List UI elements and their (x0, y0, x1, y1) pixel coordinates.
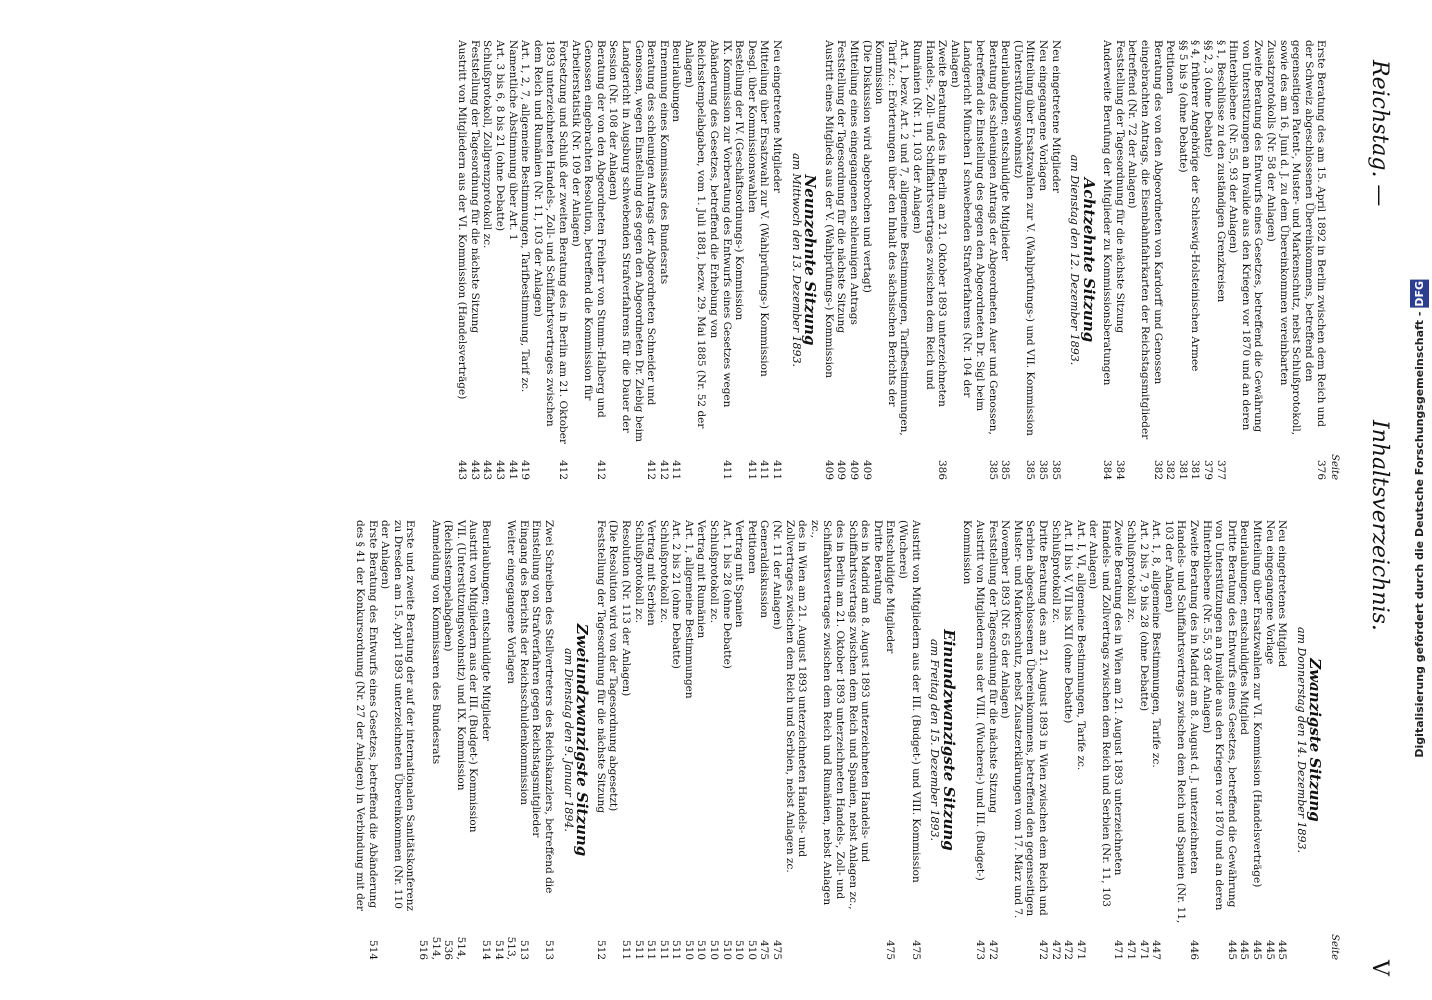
toc-entry (506, 40, 519, 480)
toc-entry-page: 386 (936, 459, 949, 480)
toc-entry (1049, 520, 1062, 960)
toc-entry-text: §§ 5 bis 9 (ohne Debatte) (1176, 40, 1189, 173)
toc-entry-page: 412 (657, 459, 670, 480)
toc-entry (569, 40, 607, 480)
right-sessions (353, 520, 1325, 960)
toc-entry (695, 520, 708, 960)
toc-entry-text: Mitteilung über Ersatzwahlen zur VI. Kommission (Handelsverträge) (1251, 520, 1264, 888)
toc-entry (961, 520, 986, 960)
toc-entry-text: Erste Beratung des Entwurfs eines Gesetzes, betreffend die Abänderung des § 41 der Konkursordnung (Nr. 27 der Anlagen) in Verbindung mit der (354, 520, 379, 912)
left-intro-entries (1101, 40, 1328, 480)
toc-entry (884, 520, 897, 960)
toc-entry-text: Art. 2 bis 7, 9 bis 28 (ohne Debatte) (1137, 520, 1150, 712)
toc-entry (1263, 520, 1276, 960)
toc-entry-text: Beurlaubungen; entschuldigte Mitglieder (480, 520, 492, 741)
toc-entry-text: Ernennung eines Kommissars des Bundesrats (657, 40, 670, 285)
toc-entry (986, 520, 999, 960)
toc-entry-text: Vertrag mit Serbien (645, 520, 658, 626)
toc-entry (873, 40, 911, 480)
toc-entry-page: 471 (1074, 939, 1087, 960)
toc-entry (1049, 40, 1062, 480)
toc-entry-page: 445 (1276, 939, 1289, 960)
toc-entry-page: 379 (1202, 459, 1215, 480)
session-date: am Donnerstag den 14. Dezember 1893. (1294, 626, 1308, 853)
toc-entry-page: 441 (506, 459, 519, 480)
toc-entry (670, 40, 683, 480)
toc-entry-text: Anmeldung von Kommissaren des Bundesrats (429, 520, 442, 765)
toc-entry-page: 510 (682, 939, 695, 960)
toc-entry-text: Mitteilung über Ersatzwahl zur V. (Wahlprüfungs-) Kommission (758, 40, 771, 377)
toc-entry-page: 385 (986, 459, 999, 480)
toc-entry-text: Vertrag mit Rumänien (695, 520, 708, 639)
toc-entry-page: 381 (1189, 459, 1202, 480)
toc-entry-page: 409 (822, 459, 835, 480)
toc-entry-text: Art. 1 bis 28 (ohne Debatte) (720, 520, 733, 669)
toc-entry-text: des in Madrid am 8. August 1893 unterzeichneten Handels- und Schiffahrtsvertrags zwischen dem Reich und Spanien, nebst Anlagen zc., (846, 520, 872, 910)
toc-entry (1126, 40, 1164, 480)
toc-entry (1176, 40, 1189, 480)
toc-entry-text: Austritt von Mitgliedern aus der VIII. (Wucherei-) und III. (Budget-) Kommission (961, 520, 986, 881)
toc-entry (948, 40, 998, 480)
toc-entry (657, 40, 670, 480)
toc-entry-text: Dritte Beratung (871, 520, 884, 605)
toc-entry-page (873, 450, 911, 480)
toc-entry-page: 510 (708, 939, 721, 960)
toc-entry-text: Austritt von Mitgliedern aus der III. (Budget-) und VIII. Kommission (Wucherei) (897, 520, 922, 883)
toc-entry-text: Art. II bis V, VII bis XII (ohne Debatte) (1062, 520, 1075, 724)
toc-entry-text: Beurlaubungen; entschuldigtes Mitglied (1238, 520, 1251, 735)
toc-entry-page: 512 (594, 939, 607, 960)
toc-entry (492, 520, 517, 960)
toc-entry-page (607, 930, 620, 960)
toc-entry (1137, 520, 1150, 960)
toc-entry-text: Feststellung der Tagesordnung für die nächste Sitzung (986, 520, 999, 814)
toc-entry-text: Schlußprotokoll zc. (632, 520, 645, 624)
session-date: am Freitag den 15. Dezember 1893. (928, 639, 942, 841)
toc-entry (1250, 520, 1263, 960)
toc-entry (871, 520, 884, 960)
toc-entry-text: Dritte Beratung des Entwurfs eines Gesetzes, betreffend die Gewährung von Unterstützungen an Invalide aus den Kriegen vor 1870 und an deren Hinterbliebene (Nr. 55, 93 der Anlagen) (1200, 520, 1238, 911)
toc-entry (745, 40, 758, 480)
toc-entry-page: 471 (1112, 939, 1125, 960)
toc-entry-page: 381 (1176, 459, 1189, 480)
toc-entry (808, 520, 846, 960)
toc-entry-text: Desgl. über Kommissionswahlen (745, 40, 758, 213)
toc-entry-page: 472 (1036, 939, 1049, 960)
toc-entry-text: Bestellung der IV. (Geschäftsordnungs-) Kommission (733, 40, 746, 321)
toc-entry-page: 443 (456, 459, 469, 480)
toc-entry-page (379, 930, 417, 960)
toc-entry-text: Zweite Beratung des in Berlin am 21. Oktober 1893 unterzeichneten Handels-, Zoll- und Schiffahrtsvertrages zwischen dem Reich und Rumänien (Nr. 11, 103 der Anlagen) (911, 40, 949, 407)
toc-entry (1036, 40, 1049, 480)
toc-entry-page: 446 (1188, 939, 1201, 960)
toc-entry-page: 412 (556, 459, 569, 480)
toc-entry (770, 520, 783, 960)
toc-entry-page: 471 (1137, 939, 1150, 960)
toc-entry-text: Neu eingetretene Mitglieder (771, 40, 784, 193)
toc-entry-text: Fortsetzung und Schluß der zweiten Beratung des in Berlin am 21. Oktober 1893 unterzeichneten Handels-, Zoll- und Schiffahrtsvertrages zwischen dem Reich und Rumänien (Nr. 11, 103 der Anlagen) (531, 40, 569, 444)
toc-entry-page: 510 (720, 939, 733, 960)
toc-entry-page: 513 (542, 939, 555, 960)
toc-entry-page: 510 (733, 939, 746, 960)
toc-entry-text: Zweite Beratung des in Wien am 21. August 1893 unterzeichneten Handels- und Zollvertrags zwischen dem Reich und Serbien (Nr. 11, 103 der Anlagen) (1087, 520, 1125, 907)
toc-entry-page (733, 450, 746, 480)
toc-entry (1125, 520, 1138, 960)
toc-entry-page: 475 (884, 939, 897, 960)
toc-entry (1101, 40, 1114, 480)
toc-entry-text: Petitionen (1164, 40, 1177, 95)
toc-entry-text: (Die Diskussion wird abgebrochen und vertagt) (860, 40, 873, 293)
toc-entry-page: 475 (758, 939, 771, 960)
toc-entry-text: Eingang des Berichts der Reichsschuldenkommission (517, 520, 530, 805)
toc-entry-text: (Die Resolution wird von der Tagesordnung abgesetzt) (607, 520, 620, 812)
session-entries (353, 520, 555, 960)
toc-entry-page (871, 930, 884, 960)
session-title: Achtzehnte Sitzung (1079, 177, 1098, 343)
toc-entry (758, 520, 771, 960)
toc-entry (632, 520, 645, 960)
toc-entry-text: Namentliche Abstimmung über Art. 1 (506, 40, 519, 241)
toc-entry-page: 377 (1214, 459, 1227, 480)
toc-entry-text: Art. 1, allgemeine Bestimmungen (682, 520, 695, 699)
toc-entry-text: § 4, früherer Angehörige der Schleswig-Holsteinischen Armee (1189, 40, 1202, 372)
toc-entry-page: 471 (1125, 939, 1138, 960)
toc-entry-text: Feststellung der Tagesordnung für die nächste Sitzung (1113, 40, 1126, 334)
column-label: Seite (1329, 454, 1340, 480)
toc-entry-text: Vertrag mit Spanien (733, 520, 746, 628)
session-entries (594, 520, 921, 960)
toc-entry (519, 40, 532, 480)
right-column (353, 520, 1340, 960)
toc-entry-text: Beratung des von den Abgeordneten von Kardorff und Genossen eingebrachten Antrags, die Eisenbahnfahrkarten der Reichstagsmitglieder betreffend (Nr. 72 der Anlagen) (1126, 40, 1164, 440)
running-head-right: V (1367, 960, 1392, 976)
toc-entry-page: 511 (619, 939, 632, 960)
toc-entry-page: 411 (670, 459, 683, 480)
toc-entry-text: Weiter eingegangene Vorlagen (505, 520, 518, 684)
toc-entry (847, 40, 860, 480)
toc-entry (708, 520, 721, 960)
toc-entry-text: Art. 1, 8, allgemeine Bestimmungen, Tarife zc. (1150, 520, 1163, 768)
toc-entry (530, 520, 555, 960)
toc-entry (720, 520, 733, 960)
toc-entry-text: Beratung des schleunigen Antrags der Abgeordneten Schneider und Genossen, wegen Einstellung des gegen den Abgeordneten Dr. Ziebig beim Landgericht in Augsburg schwebenden Strafverfahrens für die Dauer der Session (Nr. 108 der Anlagen) (607, 40, 658, 442)
toc-entry (896, 520, 921, 960)
toc-entry (1062, 520, 1075, 960)
toc-entry-text: Schlußprotokoll zc. (708, 520, 721, 624)
toc-entry-page: 419 (519, 459, 532, 480)
left-sessions (456, 40, 1098, 480)
toc-entry-page: 445 (1238, 939, 1251, 960)
dfg-badge: DFG (1410, 280, 1429, 308)
session-date: am Dienstag den 12. Dezember 1893. (1068, 154, 1082, 366)
toc-entry-page (1227, 450, 1265, 480)
toc-entry (682, 520, 695, 960)
toc-entry (479, 520, 492, 960)
toc-entry-text: Austritt von Mitgliedern aus der VI. Kommission (Handelsverträge) (456, 40, 469, 400)
toc-entry (442, 520, 467, 960)
toc-entry-page: 447 (1150, 939, 1163, 960)
toc-entry-page: 475 (909, 939, 922, 960)
toc-entry-text: Schlußprotokoll, Zollgrenzprotokoll zc. (481, 40, 494, 249)
toc-entry (645, 520, 658, 960)
toc-entry (1227, 40, 1265, 480)
toc-entry-text: Art. I, VI, allgemeine Bestimmungen, Tarife zc. (1074, 520, 1087, 771)
toc-entry-page: 385 (1024, 459, 1037, 480)
toc-entry-page: 510 (745, 939, 758, 960)
toc-entry (456, 40, 469, 480)
toc-entry (594, 520, 607, 960)
toc-entry-page: 472 (1049, 939, 1062, 960)
toc-entry-page: 409 (860, 459, 873, 480)
toc-entry-page (467, 930, 480, 960)
toc-entry (1200, 520, 1238, 960)
toc-entry-page: 443 (481, 459, 494, 480)
toc-entry-page: 511 (657, 939, 670, 960)
running-head-left: Reichstag. — (1367, 60, 1392, 207)
toc-entry-text: IX. Kommission zur Vorberatung des Entwurfs eines Gesetzes wegen Abänderung des Gesetzes, betreffend die Erhebung von Reichsstempelabgaben, vom 1. Juli 1881, bezw. 29. Mai 1885 (Nr. 52 der Anlagen) (682, 40, 733, 429)
toc-entry (999, 520, 1049, 960)
toc-entry (607, 40, 657, 480)
toc-entry (353, 520, 378, 960)
toc-entry-text: Zwei Schreiben des Stellvertreters des Reichskanzlers, betreffend die Einstellung von Strafverfahren gegen Reichstagsmitglieder (530, 520, 555, 894)
column-label-row-right (1327, 520, 1340, 960)
running-head (1352, 0, 1392, 1000)
toc-entry (733, 520, 746, 960)
session-entries (961, 520, 1288, 960)
toc-entry-text: Beratung der von den Abgeordneten Freiherr von Stumm-Halberg und Genossen eingebrachten Resolution, betreffend die Kommission für Arbeiterstatistik (Nr. 109 der Anlagen) (569, 40, 607, 418)
toc-entry-page: 510 (695, 939, 708, 960)
toc-entry-text: Entschuldigte Mitglieder (884, 520, 897, 654)
toc-entry-text: Petitionen (745, 520, 758, 575)
toc-entry (493, 40, 506, 480)
toc-entry-text: Feststellung der Tagesordnung für die nächste Sitzung (594, 520, 607, 814)
toc-entry (468, 40, 481, 480)
toc-entry-page: 384 (1113, 459, 1126, 480)
toc-entry-page: 445 (1225, 939, 1238, 960)
toc-entry-page: 443 (468, 459, 481, 480)
toc-entry-text: Art. 1, 2, 7, allgemeine Bestimmungen, Tarifbestimmung, Tarif zc. (519, 40, 532, 393)
toc-entry (657, 520, 670, 960)
toc-entry-text: Schlußprotokoll zc. (1125, 520, 1138, 624)
toc-entry-page (783, 930, 808, 960)
toc-entry-page: 409 (848, 459, 861, 480)
toc-entry-page: 376 (1315, 459, 1328, 480)
toc-entry-text: Schlußprotokoll zc. (657, 520, 670, 624)
toc-entry (481, 40, 494, 480)
toc-entry-text: Mitteilung eines eingegangenen schleunigen Antrags (848, 40, 861, 325)
toc-entry-page: 511 (632, 939, 645, 960)
toc-entry-page: 511 (645, 939, 658, 960)
toc-entry-page: 473 (973, 939, 986, 960)
toc-entry-page: 385 (999, 459, 1012, 480)
toc-entry-text: (Nr. 11 der Anlagen) (771, 520, 784, 630)
toc-entry-text: Art. 2 bis 21 (ohne Debatte) (670, 520, 683, 669)
toc-entry (1087, 520, 1125, 960)
toc-entry-text: Beratung des schleunigen Antrags der Abgeordneten Auer und Genossen, betreffend die Einstellung des gegen den Abgeordneten Dr. Sigl beim Landgericht München I schwebenden Strafverfahrens (Nr. 104 der Anlagen) (948, 40, 999, 435)
toc-entry-page: 511 (670, 939, 683, 960)
toc-entry-page: 411 (745, 459, 758, 480)
toc-entry-text: Austritt von Mitgliedern aus der III. (Budget-) Kommission (467, 520, 480, 833)
toc-entry-text: des in Wien am 21. August 1893 unterzeichneten Handels- und Zollvertrages zwischen dem Reich und Serbien, nebst Anlagen zc. (783, 520, 809, 873)
toc-entry (1189, 40, 1202, 480)
side-note (1413, 280, 1426, 758)
toc-entry-page: 384 (1101, 459, 1114, 480)
toc-entry (379, 520, 417, 960)
toc-entry-page: 514, 516 (417, 936, 442, 960)
toc-entry-page: 409 (835, 459, 848, 480)
session-entries (456, 40, 783, 480)
toc-entry-text: VII. (Unterstützungswohnsitz) und IX. Kommission (Reichsstempelabgaben) (442, 520, 467, 791)
toc-entry (670, 520, 683, 960)
session-title: Zweiundzwanzigste Sitzung (573, 623, 592, 857)
toc-entry-text: Zweite Beratung des in Madrid am 8. August d. J. unterzeichneten Handels- und Schiffahrtsvertrags zwischen dem Reich und Spanien (Nr. 11, 103 der Anlagen) (1162, 520, 1201, 924)
toc-entry-page: 382 (1164, 459, 1177, 480)
toc-entry (835, 40, 848, 480)
toc-entry-page: 412 (645, 459, 658, 480)
toc-entry (1162, 520, 1200, 960)
toc-entry-page: 472 (986, 939, 999, 960)
toc-entry (822, 40, 835, 480)
toc-entry (1238, 520, 1251, 960)
session-title: Einundzwanzigste Sitzung (939, 629, 958, 851)
toc-entry (531, 40, 569, 480)
toc-entry (1201, 40, 1214, 480)
toc-entry-text: Resolution (Nr. 113 der Anlagen) (619, 520, 632, 697)
toc-entry (783, 520, 808, 960)
toc-entry-page: 445 (1263, 939, 1276, 960)
toc-entry-text: Art. 1, bezw. Art. 2 und 7, allgemeine Bestimmungen, Tarifbestimmungen, Tarif zc.: Erörterungen über den Inhalt des sächsischen Berichts der Kommission (873, 40, 911, 436)
toc-entry (619, 520, 632, 960)
toc-entry-text: Neu eingegangene Vorlage (1263, 520, 1276, 665)
toc-entry (1011, 40, 1036, 480)
toc-entry-page: 411 (758, 459, 771, 480)
toc-entry (745, 520, 758, 960)
toc-entry (910, 40, 948, 480)
toc-entry-page: 412 (594, 459, 607, 480)
toc-entry (999, 40, 1012, 480)
toc-entry-page: 514, 536 (442, 936, 467, 960)
toc-entry-text: Austritt eines Mitglieds aus der V. (Wahlprüfungs-) Kommission (822, 40, 835, 379)
toc-entry (1214, 40, 1227, 480)
side-note-text: Digitalisierung gefördert durch die Deutsche Forschungsgemeinschaft - (1413, 311, 1426, 758)
session-entries (822, 40, 1061, 480)
toc-entry (1074, 520, 1087, 960)
column-label-row (1327, 40, 1340, 480)
toc-entry-text: Neu eingegangene Vorlagen (1036, 40, 1049, 192)
toc-entry (1164, 40, 1177, 480)
toc-entry-text: Beurlaubungen; entschuldigte Mitglieder (999, 40, 1012, 261)
column-label-right: Seite (1329, 934, 1340, 960)
toc-entry-page (808, 930, 846, 960)
toc-entry (733, 40, 746, 480)
toc-entry (846, 520, 871, 960)
toc-entry (607, 520, 620, 960)
session-title: Neunzehnte Sitzung (801, 174, 820, 346)
toc-entry-text: Generaldiskussion (758, 520, 771, 619)
toc-entry (682, 40, 732, 480)
toc-entry-text: Anderweite Berufung der Mitglieder zu Kommissionsberatungen (1101, 40, 1114, 386)
toc-entry (517, 520, 530, 960)
toc-entry-page: 513 (517, 939, 530, 960)
toc-entry-page: 382 (1151, 459, 1164, 480)
toc-entry-page: 513, 514 (492, 936, 518, 960)
toc-entry-page: 514 (480, 939, 492, 960)
toc-entry (467, 520, 480, 960)
toc-entry (416, 520, 441, 960)
toc-entry-page: 411 (771, 459, 784, 480)
toc-entry (770, 40, 783, 480)
toc-entry-text: Mitteilung über Ersatzwahlen zur V. (Wahlprüfungs-) und VII. Kommission (Unterstützungswohnsitz) (1011, 40, 1037, 436)
toc-entry-text: Feststellung der Tagesordnung für die nächste Sitzung (468, 40, 481, 334)
toc-entry (860, 40, 873, 480)
toc-entry-text: Erste Beratung des am 15. April 1892 in Berlin zwischen dem Reich und der Schweiz abgeschlossenen Übereinkommens, betreffend den gegenseitigen Patent-, Muster- und Markenschutz, nebst Schlußprotokoll, sowie des am 16. Juni d. J. zu dem Übereinkommen vereinbarten Zusatzprotokolls (Nr. 58 der Anlagen) (1265, 40, 1328, 436)
toc-entry-text: § 1, Beschlüsse zu den zuständigen Grenzkreisen (1214, 40, 1227, 303)
session-title: Zwanzigste Sitzung (1306, 658, 1325, 822)
toc-entry (1264, 40, 1327, 480)
toc-entry-page (846, 930, 871, 960)
left-column (456, 40, 1340, 480)
toc-entry-page: 514 (366, 939, 379, 960)
toc-entry (758, 40, 771, 480)
toc-entry-page: 445 (1251, 939, 1264, 960)
toc-entry-page: 385 (1049, 459, 1062, 480)
toc-entry-page: 385 (1036, 459, 1049, 480)
toc-entry-text: Zweite Beratung des Entwurfs eines Gesetzes, betreffend die Gewährung von Unterstützungen an Invalide aus den Kriegen vor 1870 und an deren Hinterbliebene (Nr. 55, 93 der Anlagen) (1227, 40, 1265, 433)
toc-entry (1113, 40, 1126, 480)
toc-entry (1276, 520, 1289, 960)
toc-entry-text: Neu eingetretenes Mitglied (1276, 520, 1289, 668)
toc-entry-text: Feststellung der Tagesordnung für die nächste Sitzung (835, 40, 848, 334)
toc-entry-page: 475 (771, 939, 784, 960)
toc-entry-text: Erste und zweite Beratung der auf der internationalen Sanitätskonferenz zu Dresden am 15. April 1893 unterzeichneten Übereinkommen (Nr. 110 der Anlagen) (379, 520, 417, 912)
toc-entry-text: Dritte Beratung des am 21. August 1893 in Wien zwischen dem Reich und Serbien abgeschlossenen Übereinkommens, betreffend den gegenseitigen Muster- und Markenschutz, nebst Zusatzerklärungen vom 17. März und 7. November 1893 (Nr. 65 der Anlagen) (999, 520, 1049, 919)
toc-entry-text: Neu eingetretene Mitglieder (1049, 40, 1062, 193)
session-date: am Mittwoch den 13. Dezember 1893. (789, 153, 803, 367)
toc-entry-text: Schlußprotokoll zc. (1049, 520, 1062, 624)
toc-entry-page: 411 (720, 459, 733, 480)
running-head-center: Inhaltsverzeichnis. (1367, 420, 1392, 631)
toc-entry-text: §§ 2, 3 (ohne Debatte) (1202, 40, 1215, 158)
toc-entry (1150, 520, 1163, 960)
toc-entry-text: des in Berlin am 21. Oktober 1893 unterzeichneten Handels-, Zoll- und Schiffahrtsvertrages zwischen dem Reich und Rumänien, nebst Anlagen zc., (808, 520, 847, 906)
toc-entry-text: Art. 3 bis 6, 8 bis 21 (ohne Debatte) (494, 40, 506, 232)
toc-entry-page: 472 (1062, 939, 1075, 960)
toc-entry-page: 443 (494, 459, 506, 480)
toc-entry-text: Beurlaubungen (670, 40, 683, 123)
session-date: am Dienstag den 9. Januar 1894. (561, 648, 575, 832)
